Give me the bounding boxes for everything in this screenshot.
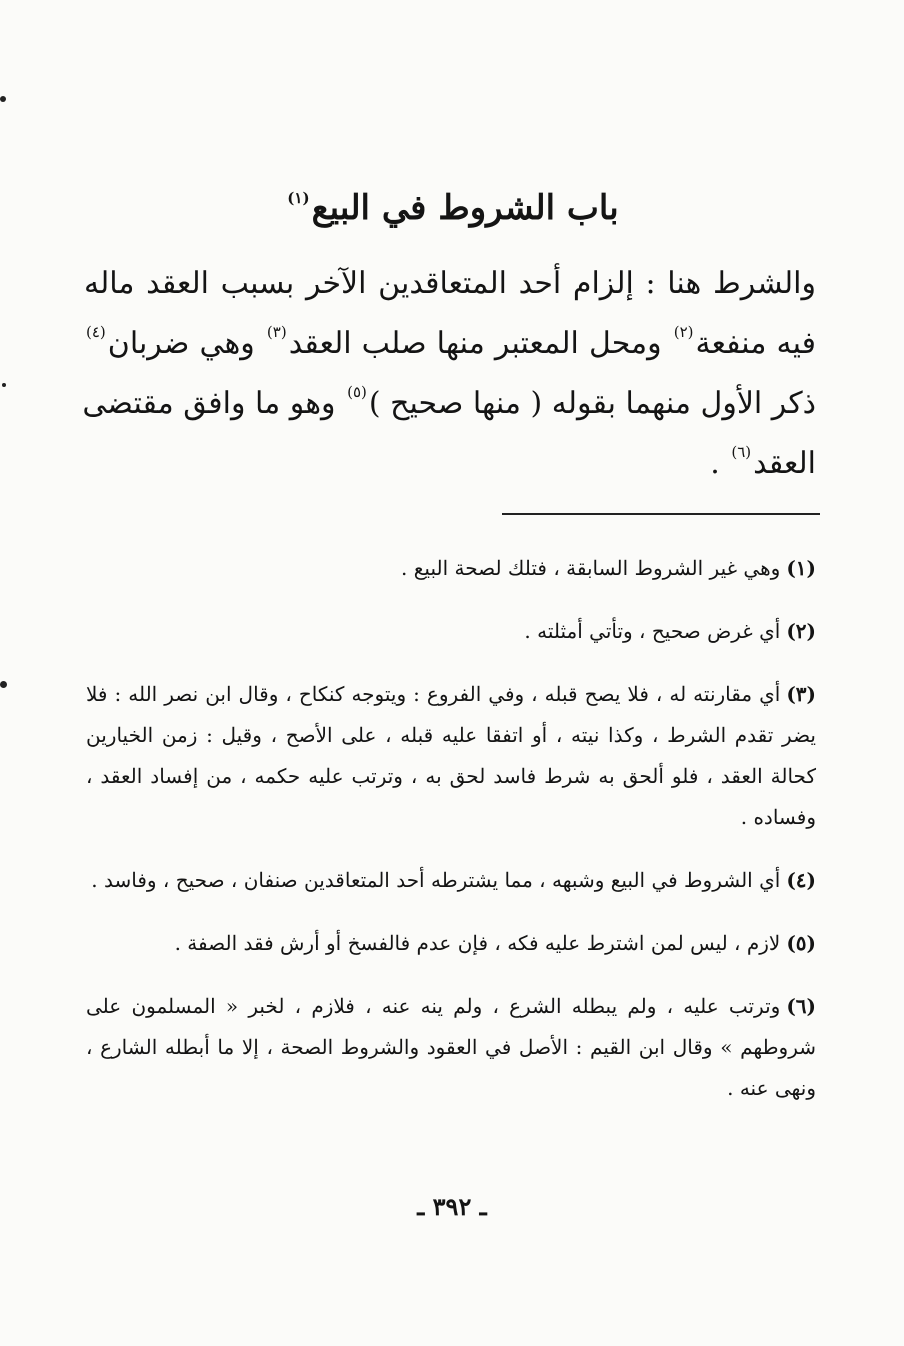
margin-mark: [0, 96, 6, 102]
main-line-text: وهي ضربان: [107, 326, 265, 361]
footnote-text: أي مقارنته له ، فلا يصح قبله ، وفي الفروع : ويتوجه كنكاح ، وقال ابن نصر الله : فلا يضر تقدم الشرط ، وكذا نيته ، أو اتفقا عليه قبله ، على الأصح ، وقيل : زمن الخيارين كحالة العقد ، فلو ألحق به شرط فاسد لحق به ، وترتب عليه حكمه ، من إفساد العقد ، وفساده .: [86, 682, 816, 829]
footnote-ref: (٥): [347, 383, 367, 401]
main-line-text: وهو ما وافق مقتضى: [82, 386, 346, 421]
footnote: [86, 923, 816, 964]
chapter-title-text: باب الشروط في البيع: [311, 188, 619, 228]
footnote-separator: [502, 513, 820, 515]
footnote-text: أي الشروط في البيع وشبهه ، مما يشترطه أحد المتعاقدين صنفان ، صحيح ، وفاسد .: [91, 868, 781, 892]
main-line-text: فيه منفعة: [695, 326, 816, 361]
footnote-number: (٣): [786, 682, 816, 706]
footnote-ref: (٦): [731, 443, 752, 461]
footnotes: [86, 548, 816, 1131]
footnote: [86, 674, 816, 838]
footnote: [86, 548, 816, 589]
margin-mark: [2, 383, 6, 387]
footnote-number: (٢): [786, 619, 816, 643]
footnote-ref: (٢): [673, 323, 694, 341]
footnote-text: وترتب عليه ، ولم يبطله الشرع ، ولم ينه عنه ، فلازم ، لخبر « المسلمون على شروطهم » وقال ابن القيم : الأصل في العقود والشروط الصحة ، إلا ما أبطله الشارع ، ونهى عنه .: [86, 994, 816, 1100]
footnote: [86, 860, 816, 901]
footnote-ref: (٣): [266, 323, 287, 341]
main-line-text: ذكر الأول منهما بقوله ( منها صحيح ): [368, 386, 816, 421]
footnote: [86, 611, 816, 652]
main-line: [84, 254, 816, 314]
footnote-text: لازم ، ليس لمن اشترط عليه فكه ، فإن عدم فالفسخ أو أرش فقد الصفة .: [174, 931, 781, 955]
main-line: [84, 374, 816, 434]
footnote-ref: (٤): [86, 323, 106, 341]
footnote-number: (٥): [786, 931, 816, 955]
main-line-text: العقد: [753, 446, 816, 481]
page-number: ـ ٣٩٢ ـ: [417, 1192, 487, 1221]
footnote: [86, 986, 816, 1109]
footnote-text: وهي غير الشروط السابقة ، فتلك لصحة البيع .: [401, 556, 781, 580]
main-paragraph: [84, 254, 816, 494]
chapter-title: [150, 178, 754, 238]
footnote-number: (٦): [786, 994, 816, 1018]
footnote-ref: (١): [287, 189, 310, 207]
footnote-number: (١): [786, 556, 816, 580]
main-line-text: والشرط هنا : إلزام أحد المتعاقدين الآخر بسبب العقد ماله: [84, 266, 816, 301]
main-line: [84, 314, 816, 374]
footnote-text: أي غرض صحيح ، وتأتي أمثلته .: [524, 619, 781, 643]
footnote-number: (٤): [786, 868, 816, 892]
margin-mark: [0, 681, 7, 688]
main-line: [84, 434, 816, 494]
main-line-text: .: [710, 446, 730, 481]
main-line-text: ومحل المعتبر منها صلب العقد: [288, 326, 672, 361]
